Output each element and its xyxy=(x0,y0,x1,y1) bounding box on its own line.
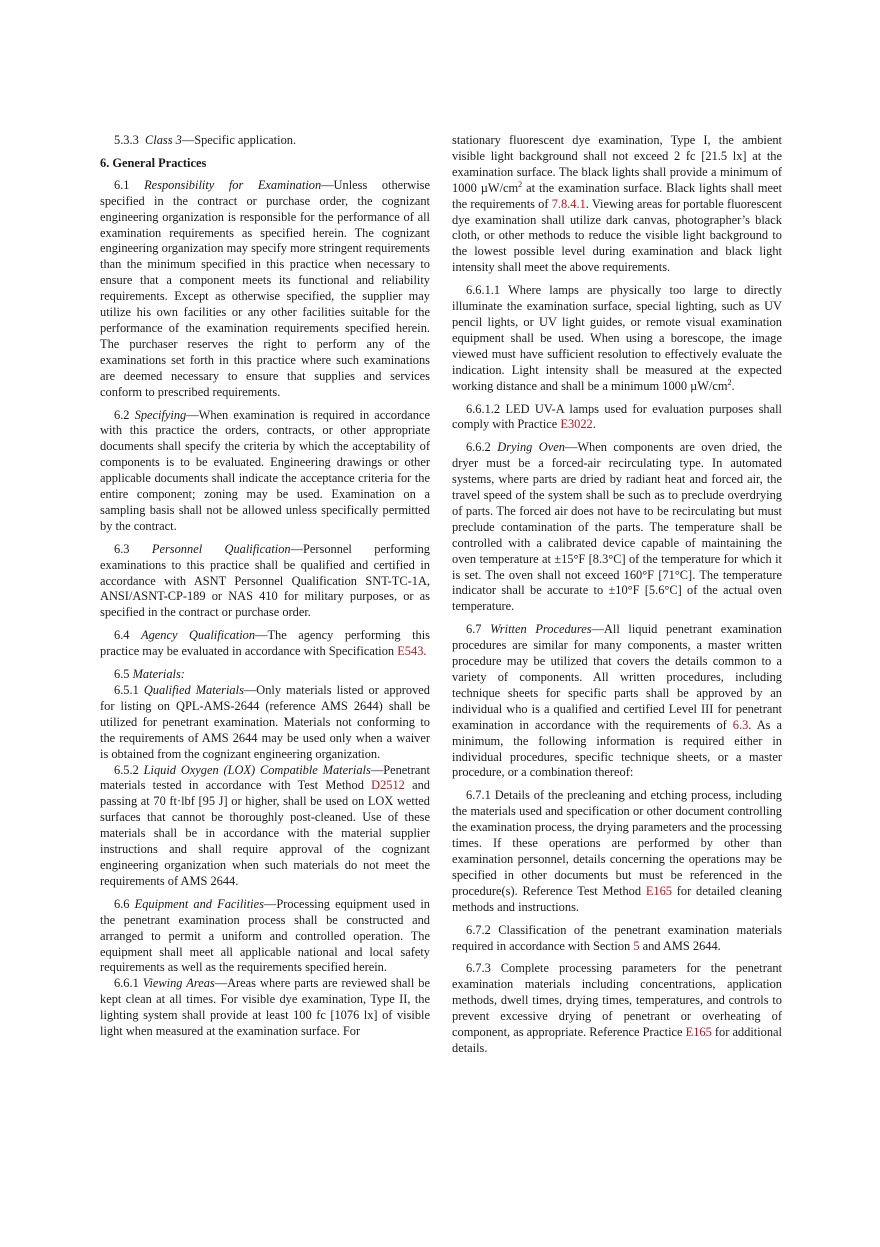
para-6-5-1: 6.5.1 Qualified Materials—Only materials listed or approved for listing on QPL-AMS-2644 (reference AMS 2644) shall be utilized for penetrant examination. Materials not conforming to the requirements of AMS 2644 may be used only when a waiver is obtained from the cognizant engineering organization. xyxy=(100,683,430,761)
para-6-5-2: 6.5.2 Liquid Oxygen (LOX) Compatible Materials—Penetrant materials tested in accordance with Test Method D2512 and passing at 70 ft·lbf [95 J] or higher, shall be used on LOX wetted surfaces that cannot be thoroughly post-cleaned. Use of these materials shall be in accordance with the material supplier instructions and shall require approval of the cognizant engineering organization when such materials do not meet the requirements of AMS 2644. xyxy=(100,762,430,888)
para-6-6-1: 6.6.1 Viewing Areas—Areas where parts are reviewed shall be kept clean at all times. For visible dye examination, Type II, the lighting system shall provide at least 100 fc [1076 lx] of visible light when measured at the examination surface. For xyxy=(100,976,430,1039)
ref-link-e165-2[interactable]: E165 xyxy=(685,1025,712,1040)
left-column xyxy=(100,133,430,1047)
para-6-5: 6.5 Materials: xyxy=(114,667,185,682)
ref-link-section-5[interactable]: 5 xyxy=(633,938,640,953)
para-6-7: 6.7 Written Procedures—All liquid penetrant examination procedures are similar for many components, a master written procedure may be utilized that covers the details common to a variety of components. All written procedures, including technique sheets for specific parts shall be approved by an individual who is a qualified and certified Level III for penetrant examination in accordance with the requirements of 6.3. As a minimum, the following information is required either in individual procedures, specific technique sheets, or a master procedure, or a combination thereof: xyxy=(452,622,782,780)
para-6-3: 6.3 Personnel Qualification—Personnel performing examinations to this practice shall be qualified and certified in accordance with ASNT Personnel Qualification SNT-TC-1A, ANSI/ASNT-CP-189 or NAS 410 for military purposes, or as specified in the contract or purchase order. xyxy=(100,541,430,620)
para-6-2: 6.2 Specifying—When examination is required in accordance with this practice the orders, contracts, or other appropriate documents shall specify the criteria by which the acceptability of components is to be evaluated. Engineering drawings or other applicable documents shall indicate the acceptance criteria for the entire component; zoning may be used. Examination on a sampling basis shall not be allowed unless specifically permitted by the contract. xyxy=(100,407,430,533)
section-heading-6: 6. General Practices xyxy=(100,155,207,170)
para-5-3-3: 5.3.3 Class 3—Specific application. xyxy=(114,133,297,147)
para-6-7-1: 6.7.1 Details of the precleaning and etching process, including the materials used and specification or other document controlling the examination process, the drying parameters and the processing times. If these operations are performed by other than examination personnel, details concerning the operations may be specified in other documents but must be referenced in the procedure(s). Reference Test Method E165 for detailed cleaning methods and instructions. xyxy=(452,788,782,914)
ref-link-d2512[interactable]: D2512 xyxy=(371,778,405,793)
para-6-7-3: 6.7.3 Complete processing parameters for the penetrant examination materials including concentrations, application methods, dwell times, drying times, temperatures, and controls to prevent excessive drying of penetrant or overheating of component, as appropriate. Reference Practice E165 for additional details. xyxy=(452,961,783,1055)
ref-link-6-3[interactable]: 6.3 xyxy=(732,717,749,732)
para-6-1: 6.1 Responsibility for Examination—Unless otherwise specified in the contract or purchase order, the cognizant engineering organization is responsible for the performance of all examination requirements as specified herein. The cognizant engineering organization may specify more stringent requirements than the minimum specified in this practice when necessary to ensure that a component meets its functional and reliability requirements. Except as otherwise specified, the supplier may utilize his own facilities or any other facilities suitable for the performance of the examination requirements specified herein. The purchaser reserves the right to perform any of the examinations set forth in this practice where such examinations are deemed necessary to ensure that supplies and services conform to prescribed requirements. xyxy=(100,177,430,399)
para-6-6-1-continued: stationary fluorescent dye examination, Type I, the ambient visible light background shall not exceed 2 fc [21.5 lx] at the examination surface. The black lights shall provide a minimum of 1000 $\mu W/cm^2$ at the examination surface. Black lights shall meet the requirements of 7.8.4.1. Viewing areas for portable fluorescent dye examination shall utilize dark canvas, photographer’s black cloth, or other methods to reduce the visible light background to the lowest possible level during examination and black light intensity shall meet the above requirements. xyxy=(452,133,782,275)
right-column xyxy=(452,133,782,1064)
ref-link-e3022[interactable]: E3022 xyxy=(560,417,593,432)
para-6-6-2: 6.6.2 Drying Oven—When components are oven dried, the dryer must be a forced-air recirculating type. In automated systems, where parts are dried by radiant heat and forced air, the travel speed of the system shall be such as to preclude overdrying of parts. The forced air does not have to be recirculating but must preclude contamination of the parts. The temperature shall be controlled with a calibrated device capable of maintaining the oven temperature at ±15°F [8.3°C] of the temperature for which it is set. The oven shall not exceed 160°F [71°C]. The temperature indicator shall be accurate to ±10°F [5.6°C] of the actual oven temperature. xyxy=(452,440,782,614)
para-6-6-1-2: 6.6.1.2 LED UV-A lamps used for evaluation purposes shall comply with Practice E3022. xyxy=(452,401,782,432)
para-6-6: 6.6 Equipment and Facilities—Processing equipment used in the penetrant examination process shall be constructed and arranged to permit a uniform and controlled operation. The equipment shall meet all applicable national and local safety requirements as well as the requirements specified herein. xyxy=(100,896,430,975)
para-6-6-1-1: 6.6.1.1 Where lamps are physically too large to directly illuminate the examination surface, special lighting, such as UV pencil lights, or UV light guides, or remote visual examination equipment shall be used. When using a borescope, the image viewed must have sufficient resolution to effectively evaluate the indication. Light intensity shall be measured at the expected working distance and shall be a minimum 1000 $\mu W/cm^2$. xyxy=(452,283,782,393)
para-6-7-2: 6.7.2 Classification of the penetrant examination materials required in accordance with Section 5 and AMS 2644. xyxy=(452,922,782,953)
ref-link-e165[interactable]: E165 xyxy=(645,883,672,898)
ref-link-7-8-4-1[interactable]: 7.8.4.1 xyxy=(551,196,586,211)
para-6-4: 6.4 Agency Qualification—The agency performing this practice may be evaluated in accordance with Specification E543. xyxy=(100,628,430,659)
ref-link-e543[interactable]: E543 xyxy=(397,644,424,659)
